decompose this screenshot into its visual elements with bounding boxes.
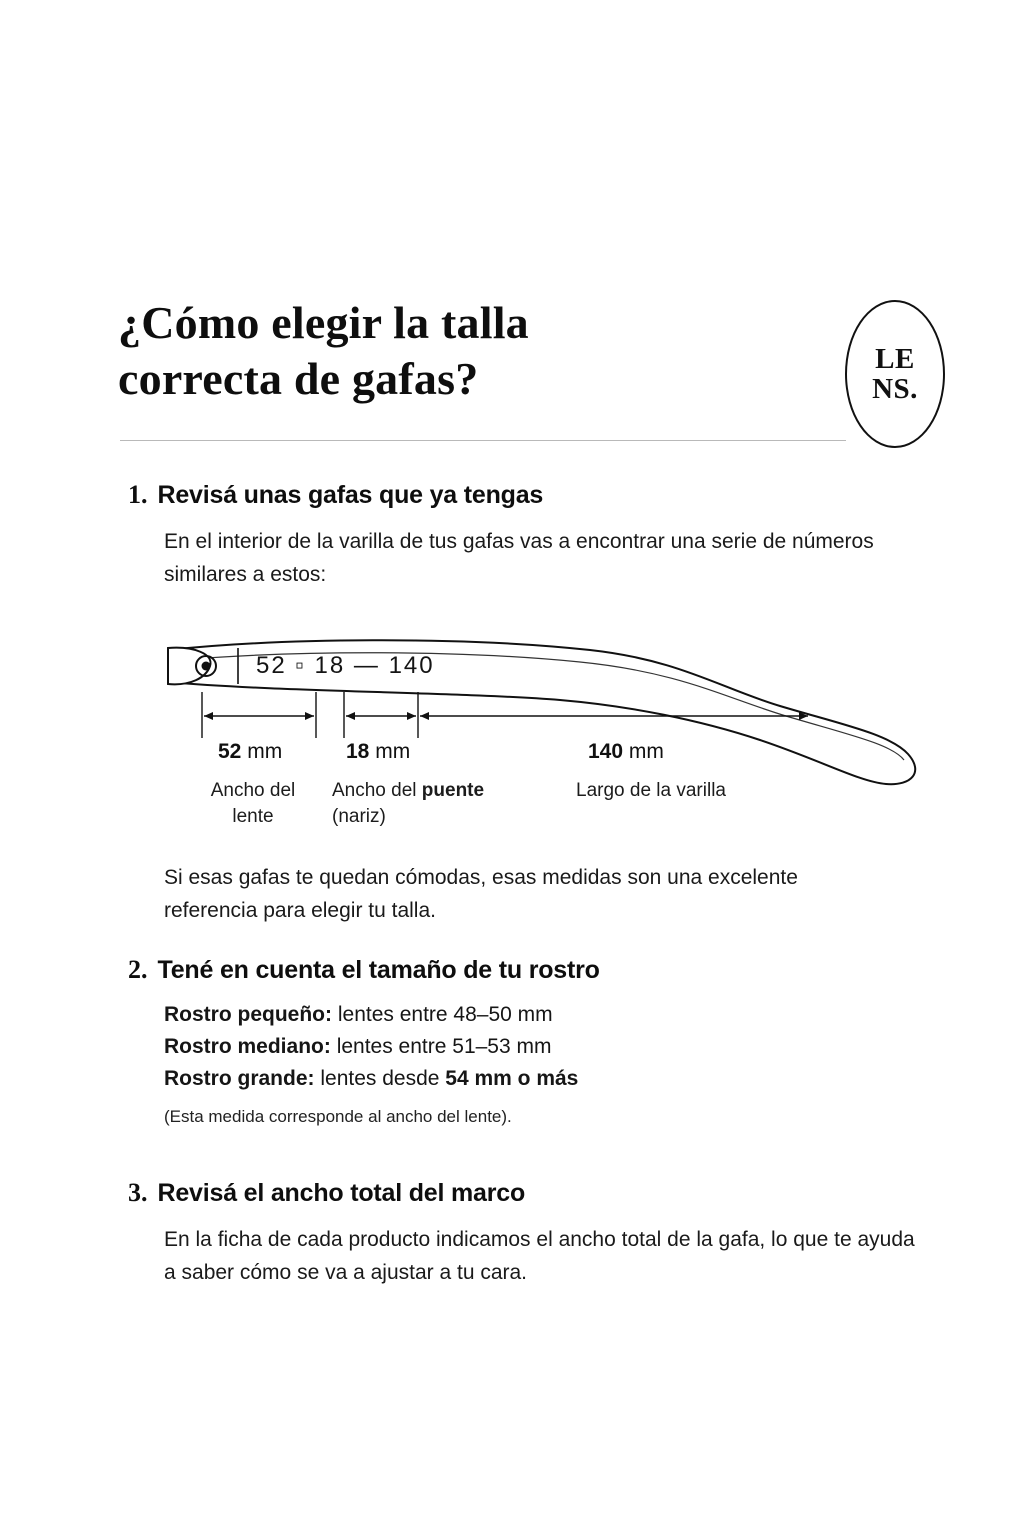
list-item [164, 999, 928, 1031]
brand-logo-line-2: NS. [872, 373, 918, 405]
face-size-list [164, 999, 928, 1095]
caption-lens-width-line-2: lente [232, 805, 274, 827]
brand-logo-text [847, 302, 943, 446]
face-size-medium-label: Rostro mediano: [164, 1034, 331, 1058]
list-item [164, 1031, 928, 1063]
measure-bridge-width-unit: mm [375, 740, 411, 763]
temple-engraving-text: 52 ▫ 18 — 140 [256, 652, 435, 679]
caption-bridge-word: puente [421, 780, 485, 801]
section-step-1 [128, 480, 928, 591]
measure-temple-length-number: 140 [588, 740, 624, 763]
caption-lens-width [188, 778, 318, 829]
brand-logo-line-1: LE [875, 342, 915, 375]
page-title [118, 295, 678, 407]
step-3-heading [128, 1178, 928, 1208]
face-size-large-value: lentes desde [320, 1066, 446, 1090]
face-size-small-value: lentes entre 48–50 mm [337, 1003, 553, 1026]
header-divider [120, 440, 846, 441]
section-step-2 [128, 955, 928, 1127]
step-2-heading [128, 955, 928, 985]
face-size-medium-value: lentes entre 51–53 mm [336, 1034, 552, 1058]
face-size-small-label: Rostro pequeño: [164, 1003, 332, 1026]
measure-lens-width-value [218, 740, 282, 764]
temple-arm-diagram [160, 620, 950, 850]
measure-lens-width-unit: mm [247, 740, 283, 763]
step-1-title: Revisá unas gafas que ya tengas [157, 481, 544, 509]
step-1-number: 1. [128, 480, 148, 509]
step-3-number: 3. [128, 1178, 148, 1207]
measure-temple-length-unit: mm [628, 740, 664, 763]
step-2-number: 2. [128, 955, 148, 984]
face-size-large-label: Rostro grande: [164, 1066, 315, 1090]
caption-bridge-width-line-2: (nariz) [332, 805, 386, 827]
step-1-heading [128, 480, 928, 510]
page-header [118, 295, 908, 407]
measure-bridge-width-value [346, 740, 410, 764]
measure-temple-length-value [588, 740, 664, 764]
step-2-title: Tené en cuenta el tamaño de tu rostro [157, 956, 600, 984]
face-size-note: (Esta medida corresponde al ancho del lente). [164, 1106, 512, 1126]
list-item [164, 1063, 928, 1095]
caption-bridge-width [332, 778, 562, 829]
step-1-closing-paragraph: Si esas gafas te quedan cómodas, esas medidas son una excelente referencia para elegir tu talla. [164, 866, 798, 922]
section-step-3 [128, 1178, 928, 1289]
brand-logo [845, 300, 945, 448]
page-title-line-1: ¿Cómo elegir la talla [118, 297, 529, 348]
caption-temple-length [576, 778, 836, 804]
caption-lens-width-line-1: Ancho del [210, 780, 296, 801]
step-1-paragraph: En el interior de la varilla de tus gafas vas a encontrar una serie de números similares a estos: [164, 530, 874, 586]
measure-bridge-width-number: 18 [346, 740, 370, 763]
step-3-paragraph: En la ficha de cada producto indicamos el ancho total de la gafa, lo que te ayuda a saber cómo se va a ajustar a tu cara. [164, 1228, 915, 1284]
page-title-line-2: correcta de gafas? [118, 353, 479, 405]
step-3-title: Revisá el ancho total del marco [157, 1179, 526, 1207]
caption-temple-length-line-1: Largo de la varilla [576, 780, 726, 801]
measure-lens-width-number: 52 [218, 740, 242, 763]
face-size-large-value-bold: 54 mm o más [445, 1066, 579, 1090]
caption-bridge-width-line-1: Ancho del [332, 780, 422, 801]
